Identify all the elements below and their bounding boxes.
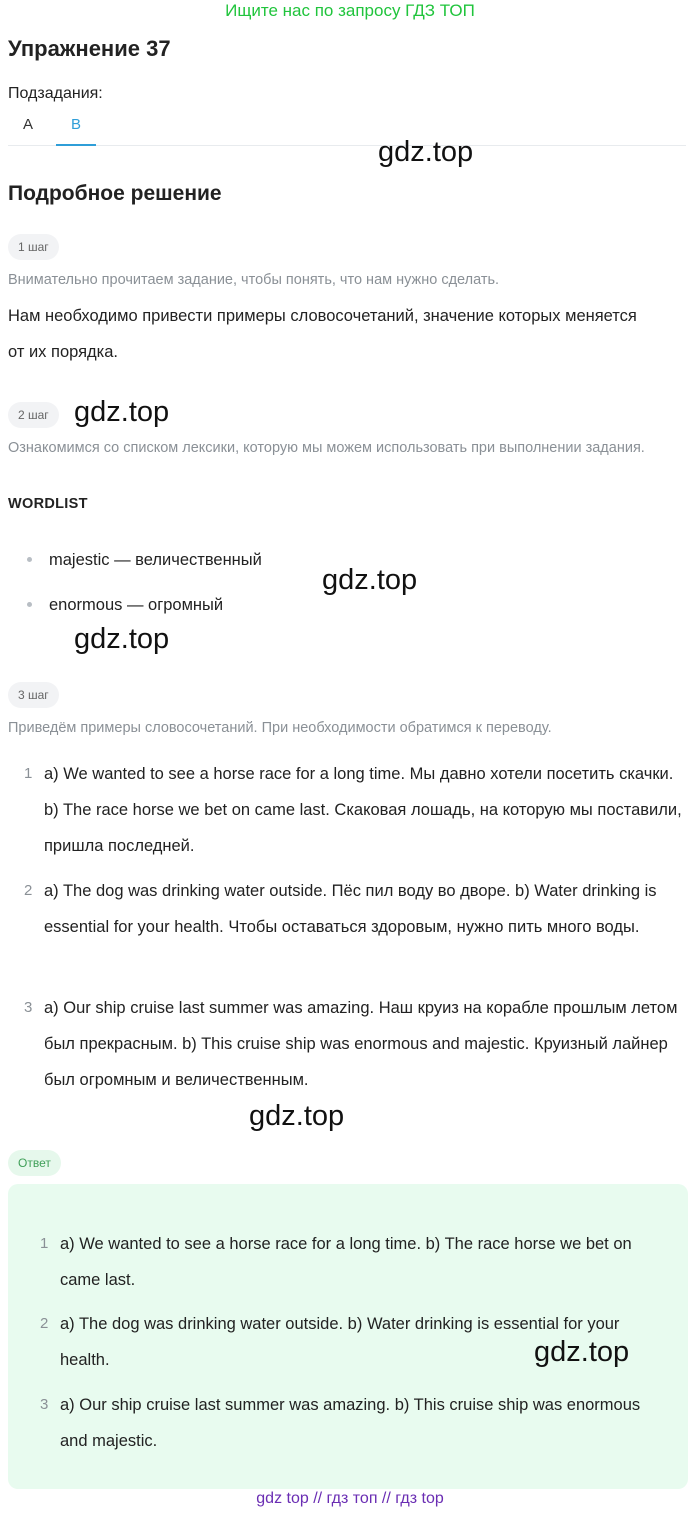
answer-item-number: 1 xyxy=(40,1235,49,1252)
list-item-number: 2 xyxy=(24,882,33,899)
bullet-icon xyxy=(27,602,32,607)
watermark: gdz.top xyxy=(534,1336,630,1368)
tab-b-active[interactable]: B xyxy=(56,106,96,146)
wordlist-item-text: majestic — величественный xyxy=(49,551,262,569)
tab-a[interactable]: A xyxy=(22,116,33,133)
step-2-badge: 2 шаг xyxy=(8,402,59,428)
footer-links[interactable]: gdz top // гдз топ // гдз top xyxy=(256,1490,444,1507)
step-1-badge: 1 шаг xyxy=(8,234,59,260)
subtasks-label: Подзадания: xyxy=(8,85,103,102)
answer-item-text: a) Our ship cruise last summer was amazing. b) This cruise ship was enormous and majestic. xyxy=(60,1396,641,1450)
step-3-badge: 3 шаг xyxy=(8,682,59,708)
answer-item-text: a) The dog was drinking water outside. b) Water drinking is essential for your health. xyxy=(60,1315,620,1369)
answer-item-number: 3 xyxy=(40,1396,49,1413)
watermark: gdz.top xyxy=(378,136,474,168)
subtask-tabs xyxy=(8,106,686,146)
step-3-hint: Приведём примеры словосочетаний. При необходимости обратимся к переводу. xyxy=(8,720,552,736)
wordlist-item-text: enormous — огромный xyxy=(49,596,224,614)
page-title: Упражнение 37 xyxy=(8,36,171,61)
watermark: gdz.top xyxy=(322,564,418,596)
step-1-text: Нам необходимо привести примеры словосочетаний, значение которых меняется от их порядка. xyxy=(8,307,637,361)
list-item-text: a) We wanted to see a horse race for a long time. Мы давно хотели посетить скачки. b) The race horse we bet on came last. Скаковая лошадь, на которую мы поставили, пришла последней. xyxy=(44,765,682,855)
watermark: gdz.top xyxy=(249,1100,345,1132)
step-1-hint: Внимательно прочитаем задание, чтобы понять, что нам нужно сделать. xyxy=(8,272,500,288)
list-item-number: 1 xyxy=(24,765,33,782)
list-item-text: a) Our ship cruise last summer was amazing. Наш круиз на корабле прошлым летом был прекрасным. b) This cruise ship was enormous and majestic. Круизный лайнер был огромным и величественным. xyxy=(44,999,678,1089)
watermark: gdz.top xyxy=(74,396,170,428)
answer-item-number: 2 xyxy=(40,1315,49,1332)
step-2-hint: Ознакомимся со списком лексики, которую мы можем использовать при выполнении задания. xyxy=(8,440,645,456)
answer-badge: Ответ xyxy=(8,1150,61,1176)
wordlist-title: WORDLIST xyxy=(8,496,88,512)
list-item-text: a) The dog was drinking water outside. Пёс пил воду во дворе. b) Water drinking is essential for your health. Чтобы оставаться здоровым, нужно пить много воды. xyxy=(44,882,657,936)
watermark: gdz.top xyxy=(74,623,170,655)
promo-banner[interactable]: Ищите нас по запросу ГДЗ ТОП xyxy=(225,1,475,20)
list-item-number: 3 xyxy=(24,999,33,1016)
section-title: Подробное решение xyxy=(8,182,222,205)
bullet-icon xyxy=(27,557,32,562)
answer-item-text: a) We wanted to see a horse race for a long time. b) The race horse we bet on came last. xyxy=(60,1235,632,1289)
